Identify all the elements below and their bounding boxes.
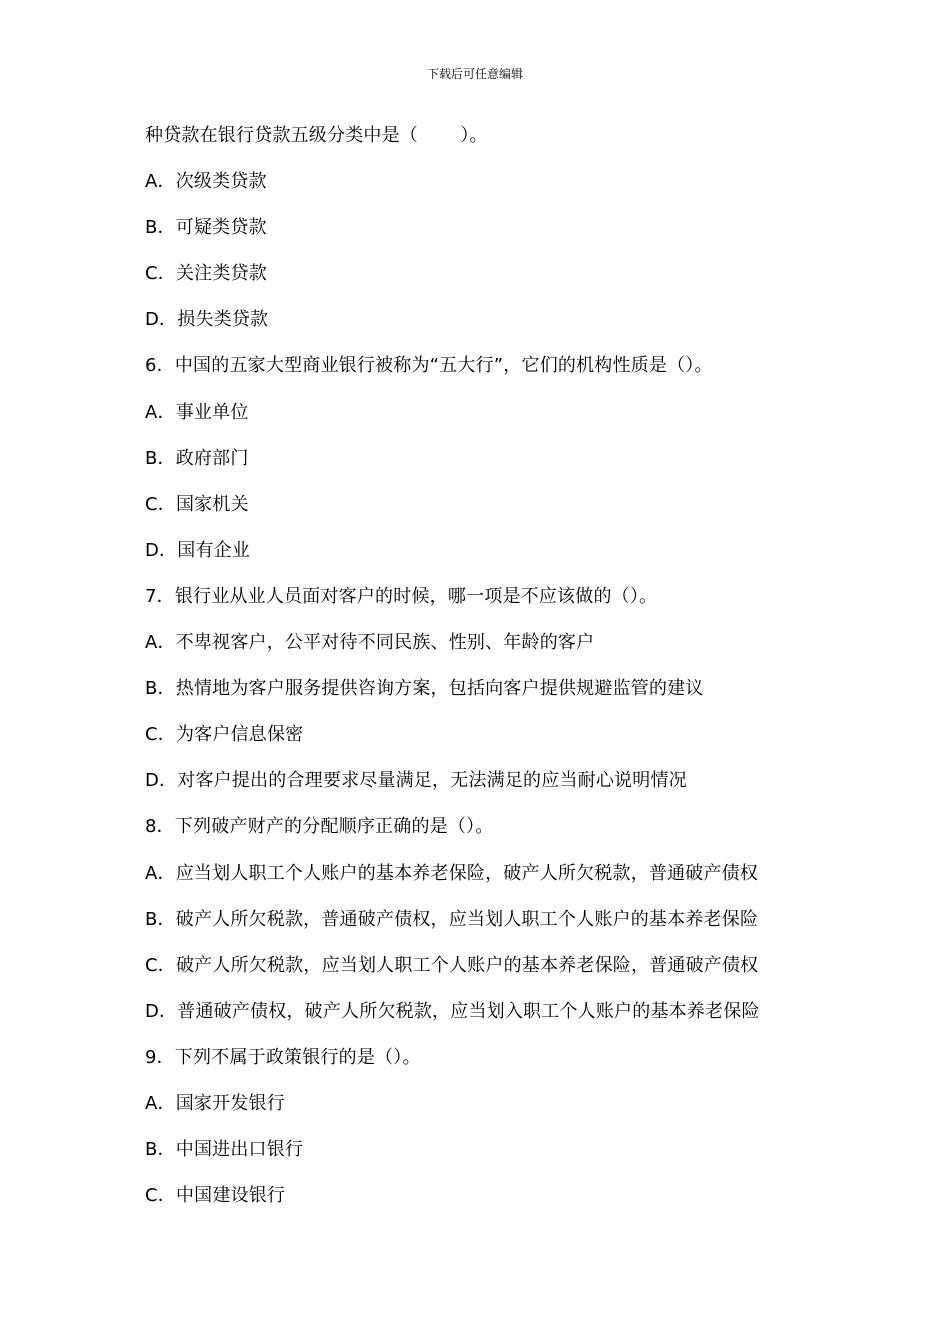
option-line: D．损失类贷款 [145, 309, 269, 331]
option-line: C．国家机关 [145, 493, 249, 515]
option-line: C．破产人所欠税款，应当划人职工个人账户的基本养老保险，普通破产债权 [145, 954, 759, 976]
option-line: B．可疑类贷款 [145, 217, 267, 239]
option-line: D．对客户提出的合理要求尽量满足，无法满足的应当耐心说明情况 [145, 770, 687, 792]
option-line: B．中国进出口银行 [145, 1139, 304, 1161]
option-line: A．事业单位 [145, 401, 249, 423]
option-line: C．为客户信息保密 [145, 724, 304, 746]
question-stem-continuation: 种贷款在银行贷款五级分类中是（ ）。 [145, 125, 488, 146]
option-line: D．普通破产债权，破产人所欠税款，应当划入职工个人账户的基本养老保险 [145, 1000, 760, 1022]
page-header: 下载后可任意编辑 [426, 67, 523, 81]
option-line: A．国家开发银行 [145, 1092, 285, 1114]
option-line: A．应当划人职工个人账户的基本养老保险，破产人所欠税款，普通破产债权 [145, 862, 759, 884]
question-line: 9．下列不属于政策银行的是（）。 [145, 1046, 421, 1068]
question-line: 6．中国的五家大型商业银行被称为“五大行”，它们的机构性质是（）。 [145, 355, 713, 377]
option-line: A．次级类贷款 [145, 171, 267, 193]
option-line: B．政府部门 [145, 447, 249, 469]
option-line: C．中国建设银行 [145, 1185, 286, 1207]
option-line: C．关注类贷款 [145, 263, 267, 285]
question-line: 7．银行业从业人员面对客户的时候，哪一项是不应该做的（）。 [145, 585, 658, 607]
option-line: A．不卑视客户，公平对待不同民族、性别、年龄的客户 [145, 632, 595, 654]
question-line: 8．下列破产财产的分配顺序正确的是（）。 [145, 816, 494, 838]
option-line: B．热情地为客户服务提供咨询方案，包括向客户提供规避监管的建议 [145, 678, 704, 700]
option-line: B．破产人所欠税款，普通破产债权，应当划人职工个人账户的基本养老保险 [145, 908, 759, 930]
question-content [145, 122, 905, 1228]
option-line: D．国有企业 [145, 539, 251, 561]
